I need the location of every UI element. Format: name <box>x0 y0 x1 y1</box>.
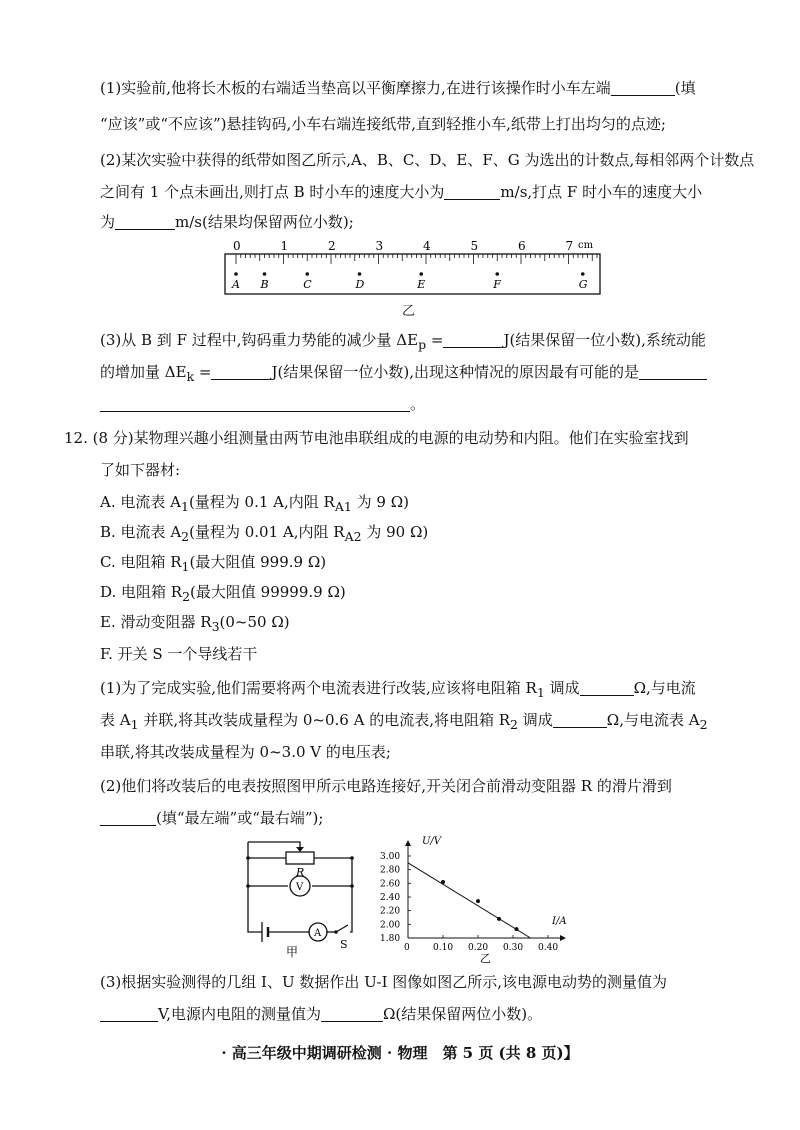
tape-point-label: G <box>578 278 588 291</box>
q12-heading-line1: 12. (8 分)某物理兴趣小组测量由两节电池串联组成的电源的电动势和内阻。他们在实验室找到 <box>64 429 689 447</box>
text: 调成 <box>544 679 580 697</box>
data-point <box>441 880 445 884</box>
tape-dot <box>419 272 423 276</box>
text: = <box>194 363 212 381</box>
answer-blank[interactable] <box>321 1005 383 1022</box>
switch-pivot <box>334 930 338 934</box>
q12-part3-line2 <box>100 1004 542 1024</box>
q11-part1-line2: “应该”或“不应该”)悬挂钩码,小车右端连接纸带,直到轻推小车,纸带上打出均匀的点迹; <box>100 115 666 133</box>
slider-arrow-icon <box>296 847 304 852</box>
ruler-number: 3 <box>375 239 384 253</box>
junction-dot <box>246 856 250 860</box>
text: 。 <box>410 395 426 413</box>
text: m/s,打点 F 时小车的速度大小 <box>500 183 703 201</box>
y-tick-label: 2.20 <box>380 906 401 917</box>
answer-blank[interactable] <box>444 183 500 200</box>
tape-dot <box>263 272 267 276</box>
subscript: p <box>418 337 427 352</box>
tape-point-label: B <box>260 278 269 291</box>
ruler-number: 6 <box>518 239 526 253</box>
y-tick-label: 2.80 <box>380 865 401 876</box>
data-point <box>476 899 480 903</box>
switch-label: S <box>340 938 348 951</box>
chart-xlabel: I/A <box>552 916 567 927</box>
ruler-points <box>231 272 588 291</box>
subscript: 1 <box>181 559 190 574</box>
text: J(结果保留一位小数),出现这种情况的原因最有可能的是 <box>271 363 639 381</box>
equipment-d <box>100 582 346 607</box>
y-tick-label: 2.00 <box>380 920 401 931</box>
answer-blank[interactable] <box>553 711 607 728</box>
q11-part2-line2 <box>100 182 702 202</box>
junction-dot <box>350 884 354 888</box>
q11-part3-line1 <box>100 330 706 355</box>
subscript: 2 <box>182 589 191 604</box>
text: V,电源内电阻的测量值为 <box>158 1005 321 1023</box>
y-tick-label: 2.60 <box>380 879 401 890</box>
ruler-number: 5 <box>470 239 479 253</box>
subscript: 1 <box>536 685 545 700</box>
text: 之间有 1 个点未画出,则打点 B 时小车的速度大小为 <box>100 183 445 201</box>
text: E. 滑动变阻器 R <box>100 613 212 631</box>
subscript: 2 <box>181 529 190 544</box>
x-tick-label: 0 <box>404 943 410 953</box>
subscript: A1 <box>334 499 352 514</box>
text: m/s(结果均保留两位小数); <box>175 213 354 231</box>
junction-dot <box>246 884 250 888</box>
text: (0~50 Ω) <box>219 613 290 631</box>
tape-dot <box>234 272 238 276</box>
tape-point-label: C <box>303 278 312 291</box>
text: (最大阻值 999.9 Ω) <box>189 553 327 571</box>
rheostat-body <box>286 852 314 864</box>
text: (最大阻值 99999.9 Ω) <box>190 583 346 601</box>
text: Ω,与电流表 A <box>606 711 700 729</box>
q12-heading-line2: 了如下器材: <box>100 461 181 479</box>
chart-axes <box>405 840 566 941</box>
subscript: 1 <box>130 717 139 732</box>
subscript: 2 <box>510 717 518 732</box>
ruler-unit: cm <box>578 240 594 251</box>
data-point <box>515 927 519 931</box>
text: 调成 <box>518 711 553 729</box>
tape-dot <box>305 272 309 276</box>
answer-blank[interactable] <box>115 213 175 230</box>
chart-fit <box>408 863 531 938</box>
answer-blank[interactable] <box>639 363 707 380</box>
answer-blank[interactable] <box>100 395 410 412</box>
q11-part2-line3 <box>100 212 354 232</box>
text: A. 电流表 A <box>100 493 181 511</box>
ruler-number: 2 <box>328 239 336 253</box>
data-point <box>497 917 501 921</box>
page-footer: · 高三年级中期调研检测 · 物理 第 5 页 (共 8 页)】 <box>221 1044 579 1062</box>
circuit-caption: 甲 <box>286 945 299 959</box>
ruler-number: 7 <box>565 239 574 253</box>
voltmeter-label: V <box>296 882 304 893</box>
fit-line <box>408 863 531 938</box>
q12-part1-line1 <box>100 678 696 703</box>
text: Ω,与电流 <box>633 679 696 697</box>
x-tick-label: 0.20 <box>468 943 489 953</box>
subscript: 1 <box>180 499 189 514</box>
ruler-ticks <box>236 254 597 264</box>
text: 为 <box>100 213 116 231</box>
y-tick-label: 3.00 <box>380 852 401 862</box>
equipment-c <box>100 552 326 577</box>
y-tick-label: 2.40 <box>380 893 401 903</box>
ammeter-label: A <box>314 928 322 939</box>
text: (3)从 B 到 F 过程中,钩码重力势能的减少量 ΔE <box>100 331 419 349</box>
text: B. 电流表 A <box>100 523 182 541</box>
x-tick-label: 0.10 <box>433 943 454 953</box>
ui-chart <box>376 834 576 968</box>
answer-blank[interactable] <box>211 363 271 380</box>
answer-blank[interactable] <box>443 331 503 348</box>
subscript: k <box>186 369 195 384</box>
answer-blank[interactable] <box>611 79 675 96</box>
subscript: 3 <box>211 619 220 634</box>
answer-blank[interactable] <box>100 809 156 826</box>
tape-dot <box>495 272 499 276</box>
subscript: 2 <box>699 717 708 732</box>
text: (填“最左端”或“最右端”); <box>156 809 324 827</box>
equipment-b <box>100 522 428 547</box>
ruler-number: 0 <box>233 239 241 253</box>
equipment-f: F. 开关 S 一个导线若干 <box>100 645 258 663</box>
q11-part3-line3 <box>100 394 425 414</box>
tape-dot <box>581 272 585 276</box>
text: (1)为了完成实验,他们需要将两个电流表进行改装,应该将电阻箱 R <box>100 679 537 697</box>
wire-right <box>336 858 352 932</box>
text: J(结果保留一位小数),系统动能 <box>503 331 706 349</box>
answer-blank[interactable] <box>580 679 634 696</box>
answer-blank[interactable] <box>100 1005 158 1022</box>
tape-dot <box>358 272 362 276</box>
equipment-a <box>100 492 409 517</box>
tape-point-label: A <box>232 278 240 291</box>
text: C. 电阻箱 R <box>100 553 182 571</box>
equipment-e <box>100 612 290 637</box>
wire-left <box>248 858 262 932</box>
ruler-caption: 乙 <box>402 304 416 319</box>
q12-part2-line2 <box>100 808 323 828</box>
text: 的增加量 ΔE <box>100 363 187 381</box>
rheostat-slider-wire <box>248 842 300 850</box>
junction-dot <box>350 856 354 860</box>
q12-part1-line3: 串联,将其改装成量程为 0~3.0 V 的电压表; <box>100 743 391 761</box>
x-axis-arrow-icon <box>560 935 566 941</box>
ruler-numbers <box>233 239 573 253</box>
ruler-number: 1 <box>280 239 289 253</box>
switch-blade <box>336 925 348 932</box>
chart-ylabel: U/V <box>422 836 442 847</box>
tape-point-label: D <box>355 278 365 291</box>
subscript: A2 <box>344 529 362 544</box>
q11-part1-line1 <box>100 78 696 98</box>
text: (1)实验前,他将长木板的右端适当垫高以平衡摩擦力,在进行该操作时小车左端 <box>100 79 611 97</box>
ruler-frame <box>225 254 600 294</box>
x-tick-label: 0.30 <box>503 943 524 953</box>
y-tick-label: 1.80 <box>380 934 401 944</box>
tape-point-label: E <box>417 278 426 291</box>
x-tick-label: 0.40 <box>538 943 559 953</box>
q11-part2-line1: (2)某次实验中获得的纸带如图乙所示,A、B、C、D、E、F、G 为选出的计数点,每相邻两个计数点 <box>100 151 755 169</box>
text: 为 90 Ω) <box>361 523 429 541</box>
ruler-number: 4 <box>423 239 431 253</box>
q11-part3-line2 <box>100 362 707 387</box>
text: 并联,将其改装成量程为 0~0.6 A 的电流表,将电阻箱 R <box>138 711 511 729</box>
q12-part2-line1: (2)他们将改装后的电表按照图甲所示电路连接好,开关闭合前滑动变阻器 R 的滑片滑到 <box>100 777 672 795</box>
text: Ω(结果保留两位小数)。 <box>382 1005 543 1023</box>
q12-part1-line2 <box>100 710 708 735</box>
y-axis-arrow-icon <box>405 840 411 846</box>
text: 为 9 Ω) <box>351 493 409 511</box>
rheostat-label: R <box>296 866 305 879</box>
tape-point-label: F <box>493 278 501 291</box>
text: 表 A <box>100 711 131 729</box>
text: (填 <box>674 79 696 97</box>
chart-caption: 乙 <box>480 952 491 965</box>
text: (量程为 0.1 A,内阻 R <box>188 493 335 511</box>
text: = <box>426 331 444 349</box>
circuit-diagram <box>236 836 368 960</box>
q12-part3-line1: (3)根据实验测得的几组 I、U 数据作出 U-I 图像如图乙所示,该电源电动势的测量值为 <box>100 973 668 991</box>
text: (量程为 0.01 A,内阻 R <box>189 523 345 541</box>
text: D. 电阻箱 R <box>100 583 183 601</box>
